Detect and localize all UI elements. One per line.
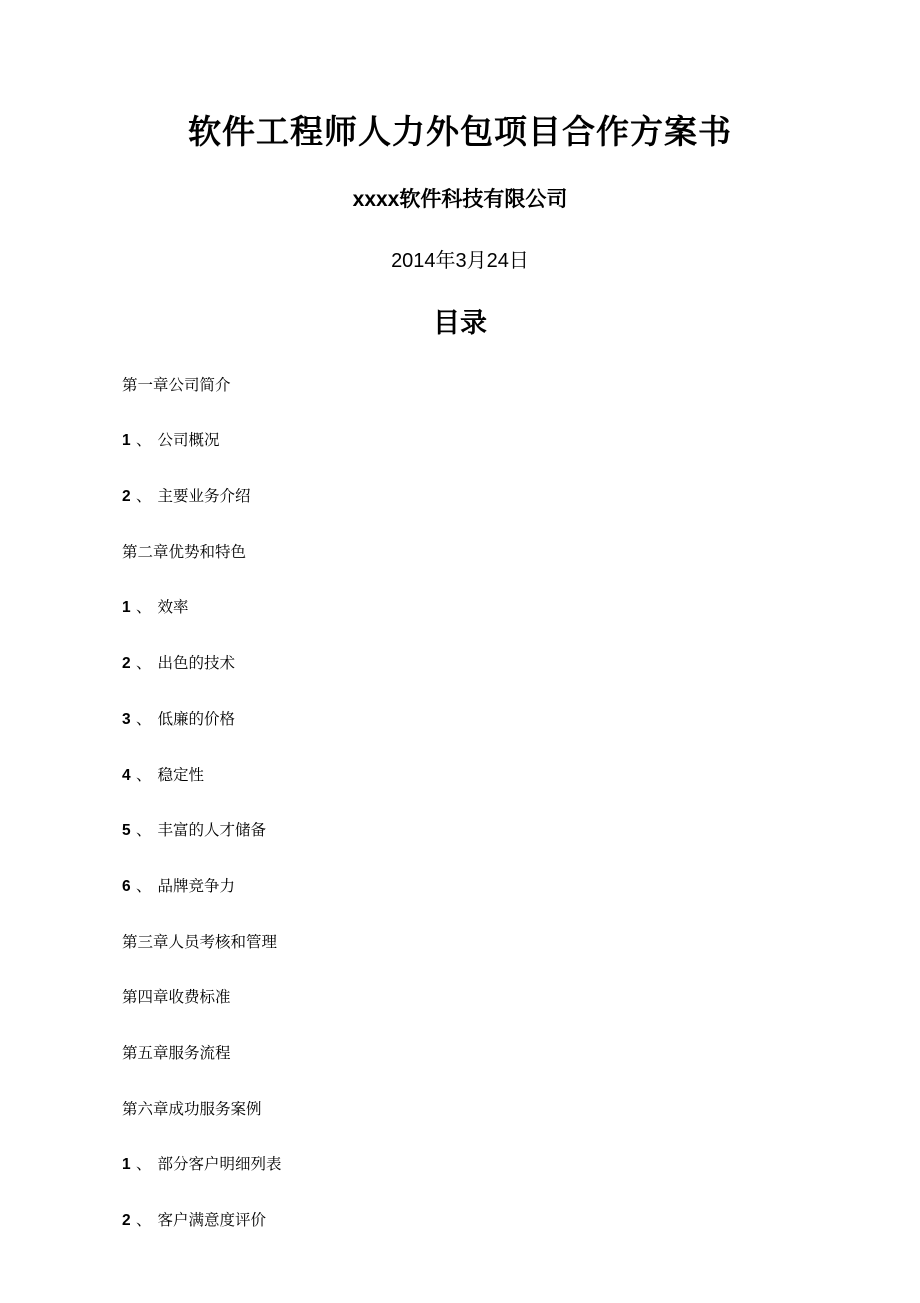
toc-item-separator: 、 [136,710,152,728]
toc-item[interactable] [120,709,800,731]
toc-item-number: 1 [122,599,131,617]
toc-chapter[interactable]: 第二章优势和特色 [122,543,247,561]
toc-item[interactable] [120,1210,800,1232]
toc-heading: 目录 [433,307,487,338]
toc-item-label: 丰富的人才储备 [157,822,267,840]
toc-item[interactable] [120,430,800,452]
toc-item-label: 低廉的价格 [157,710,236,728]
toc-item-label: 公司概况 [157,432,220,450]
toc-item-number: 5 [122,822,131,840]
page-title: 软件工程师人力外包项目合作方案书 [188,113,732,150]
document-date: 2014年3月24日 [391,249,529,272]
toc-item-number: 4 [122,766,131,784]
toc-chapter[interactable]: 第一章公司简介 [122,376,231,394]
toc-item[interactable] [120,653,800,675]
toc-item-label: 品牌竞争力 [157,877,236,895]
toc-item-separator: 、 [136,877,152,895]
toc-item-separator: 、 [136,1212,152,1230]
toc-item-separator: 、 [136,488,152,506]
toc-item[interactable] [120,597,800,619]
toc-chapter[interactable]: 第六章成功服务案例 [122,1100,262,1118]
toc-item-separator: 、 [136,432,152,450]
toc-item[interactable] [120,820,800,842]
toc-chapter[interactable]: 第五章服务流程 [122,1044,231,1062]
toc-item-number: 3 [122,710,131,728]
toc-item-separator: 、 [136,822,152,840]
toc-item-number: 2 [122,1212,131,1230]
toc-item-separator: 、 [136,766,152,784]
toc-item-separator: 、 [136,1156,152,1174]
toc-chapter[interactable]: 第四章收费标准 [122,989,231,1007]
toc-item-label: 出色的技术 [157,655,236,673]
toc-item-separator: 、 [136,599,152,617]
table-of-contents [120,343,800,1232]
toc-item[interactable] [120,765,800,787]
toc-chapter[interactable]: 第三章人员考核和管理 [122,933,278,951]
toc-item-label: 客户满意度评价 [157,1212,267,1230]
toc-item-number: 1 [122,432,131,450]
company-name: xxxx软件科技有限公司 [352,187,568,211]
toc-item[interactable] [120,486,800,508]
toc-item-label: 效率 [157,599,189,617]
toc-item-label: 稳定性 [157,766,205,784]
toc-item-number: 2 [122,488,131,506]
toc-item-number: 6 [122,877,131,895]
toc-item[interactable] [120,1154,800,1176]
toc-item-number: 2 [122,655,131,673]
toc-item-separator: 、 [136,655,152,673]
toc-item[interactable] [120,876,800,898]
toc-item-number: 1 [122,1156,131,1174]
toc-item-label: 部分客户明细列表 [157,1156,282,1174]
toc-item-label: 主要业务介绍 [157,488,251,506]
